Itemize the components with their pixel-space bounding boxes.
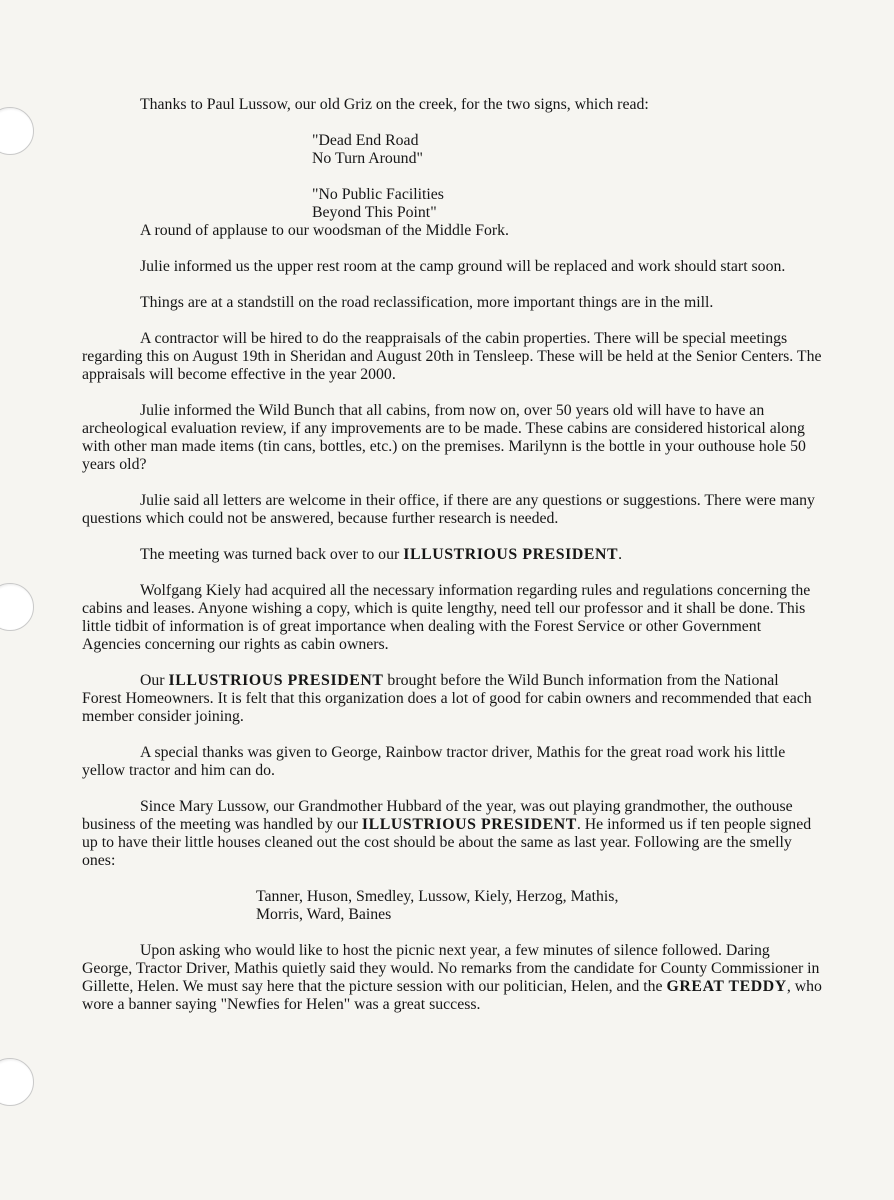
- sign-text-dead-end: [312, 132, 822, 168]
- text-run: The meeting was turned back over to our: [140, 546, 404, 563]
- paragraph-road-reclassification: Things are at a standstill on the road reclassification, more important things are in the mill.: [140, 294, 714, 311]
- names-line: Morris, Ward, Baines: [256, 906, 392, 923]
- sign-line: Beyond This Point": [312, 204, 437, 221]
- text-run: . He informed us if ten people signed up to have their little houses cleaned out the cost should be about the same as last year. Following are the smelly ones:: [82, 816, 812, 869]
- paragraph-rest-room: Julie informed us the upper rest room at the camp ground will be replaced and work should start soon.: [140, 258, 786, 275]
- text-run: Our: [140, 672, 169, 689]
- text-run: .: [618, 546, 623, 563]
- sign-line: No Turn Around": [312, 150, 423, 167]
- document-body: [82, 96, 822, 1032]
- text-run: Upon asking who would like to host the picnic next year, a few minutes of silence followed. Daring George, Tractor Driver, Mathis quietly said they would. No remarks from the candidate for County Commissioner in Gillette, Helen. We must say here that the picture session with our politician, Helen, and the: [82, 942, 820, 995]
- emphasis-illustrious-president: ILLUSTRIOUS PRESIDENT: [403, 546, 619, 563]
- emphasis-great-teddy: GREAT TEDDY: [666, 978, 787, 995]
- text-run: Since Mary Lussow, our Grandmother Hubbard of the year, was out playing grandmother, the outhouse business of the meeting was handled by our: [82, 798, 793, 833]
- text-run: , who wore a banner saying "Newfies for Helen" was a great success.: [82, 978, 822, 1013]
- paragraph-archeological-review: Julie informed the Wild Bunch that all cabins, from now on, over 50 years old will have to have an archeological evaluation review, if any improvements are to be made. These cabins are considered historical along with other man made items (tin cans, bottles, etc.) on the premises. Marilynn is the bottle in your outhouse hole 50 years old?: [82, 402, 806, 473]
- sign-line: "Dead End Road: [312, 132, 419, 149]
- emphasis-illustrious-president: ILLUSTRIOUS PRESIDENT: [361, 816, 577, 833]
- paragraph-forest-homeowners: [82, 672, 822, 726]
- emphasis-illustrious-president: ILLUSTRIOUS PRESIDENT: [168, 672, 384, 689]
- punch-hole: [0, 107, 34, 155]
- sign-line: "No Public Facilities: [312, 186, 444, 203]
- paragraph-picnic-host: [82, 942, 822, 1014]
- sign-text-no-facilities: [312, 186, 822, 222]
- paragraph-applause: A round of applause to our woodsman of the Middle Fork.: [140, 222, 509, 239]
- punch-hole: [0, 583, 34, 631]
- punch-hole: [0, 1058, 34, 1106]
- names-line: Tanner, Huson, Smedley, Lussow, Kiely, Herzog, Mathis,: [256, 888, 619, 905]
- names-list: [256, 888, 822, 924]
- paragraph-meeting-turned-back: [82, 546, 822, 564]
- paragraph-letters-welcome: Julie said all letters are welcome in their office, if there are any questions or suggestions. There were many questions which could not be answered, because further research is needed.: [82, 492, 815, 527]
- text-run: brought before the Wild Bunch information from the National Forest Homeowners. It is felt that this organization does a lot of good for cabin owners and recommended that each member consider joining.: [82, 672, 812, 725]
- paragraph-wolfgang-kiely: Wolfgang Kiely had acquired all the necessary information regarding rules and regulations concerning the cabins and leases. Anyone wishing a copy, which is quite lengthy, need tell our professor and it shall be done. This little tidbit of information is of great importance when dealing with the Forest Service or other Government Agencies concerning our rights as cabin owners.: [82, 582, 811, 653]
- paragraph-signs-thanks: Thanks to Paul Lussow, our old Griz on the creek, for the two signs, which read:: [140, 96, 649, 113]
- paragraph-reappraisals: A contractor will be hired to do the reappraisals of the cabin properties. There will be special meetings regarding this on August 19th in Sheridan and August 20th in Tensleep. These will be held at the Senior Centers. The appraisals will become effective in the year 2000.: [82, 330, 822, 383]
- paragraph-special-thanks: A special thanks was given to George, Rainbow tractor driver, Mathis for the great road work his little yellow tractor and him can do.: [82, 744, 786, 779]
- paragraph-outhouse-business: [82, 798, 822, 870]
